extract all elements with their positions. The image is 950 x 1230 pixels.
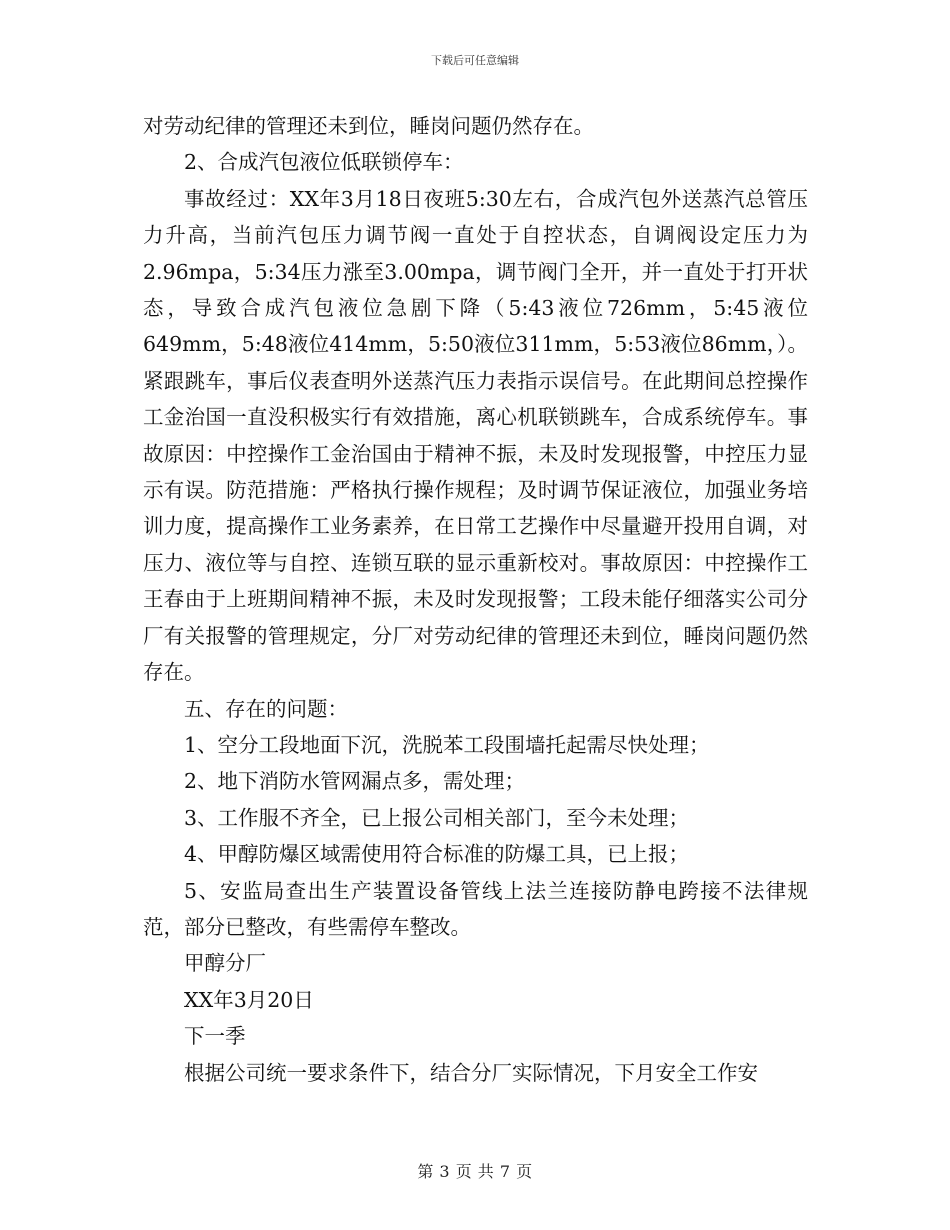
page-header: 下载后可任意编辑 [431,54,519,67]
page-footer: 第 3 页 共 7 页 [417,1162,533,1181]
list-item: 1、空分工段地面下沉，洗脱苯工段围墙托起需尽快处理； [184,732,710,757]
signature-date: XX年3月20日 [184,987,314,1012]
list-item: 5、安监局查出生产装置设备管线上法兰连接防静电跨接不法律规范，部分已整改，有些需停车整改。 [143,878,808,939]
list-item: 2、地下消防水管网漏点多，需处理； [184,769,526,794]
section-heading: 2、合成汽包液位低联锁停车： [184,150,464,175]
section-heading: 五、存在的问题： [184,696,348,721]
list-item: 3、工作服不齐全，已上报公司相关部门，至今未处理； [184,805,690,830]
document-body [143,108,808,1091]
signature-department: 甲醇分厂 [184,951,266,976]
section-heading: 下一季 [184,1024,246,1049]
paragraph: 事故经过：XX年3月18日夜班5:30左右，合成汽包外送蒸汽总管压力升高，当前汽包压力调节阀一直处于自控状态，自调阀设定压力为2.96mpa，5:34压力涨至3.00mpa，调节阀门全开，并一直处于打开状态，导致合成汽包液位急剧下降（5:43液位726mm，5:45液位649mm，5:48液位414mm，5:50液位311mm，5:53液位86mm，）。紧跟跳车，事后仪表查明外送蒸汽压力表指示误信号。在此期间总控操作工金治国一直没积极实行有效措施，离心机联锁跳车，合成系统停车。事故原因：中控操作工金治国由于精神不振，未及时发现报警，中控压力显示有误。防范措施：严格执行操作规程；及时调节保证液位，加强业务培训力度，提高操作工业务素养，在日常工艺操作中尽量避开投用自调，对压力、液位等与自控、连锁互联的显示重新校对。事故原因：中控操作工王春由于上班期间精神不振，未及时发现报警；工段未能仔细落实公司分厂有关报警的管理规定，分厂对劳动纪律的管理还未到位，睡岗问题仍然存在。 [143,186,808,685]
list-item: 4、甲醇防爆区域需使用符合标准的防爆工具，已上报； [184,842,690,867]
paragraph: 对劳动纪律的管理还未到位，睡岗问题仍然存在。 [143,114,594,138]
paragraph: 根据公司统一要求条件下，结合分厂实际情况，下月安全工作安 [184,1060,758,1085]
